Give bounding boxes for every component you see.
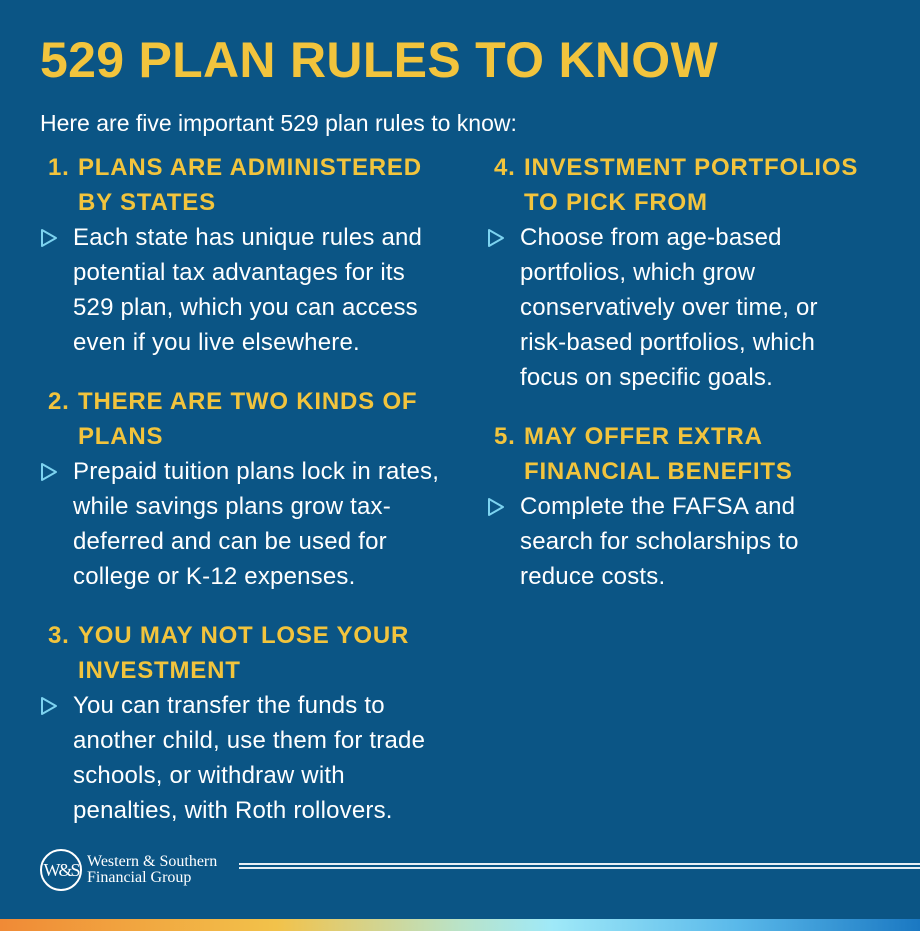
triangle-bullet-icon [487,220,520,255]
rule-heading [48,150,443,220]
rule-number: 4. [494,154,516,181]
rule-text: Complete the FAFSA and search for scholarships to reduce costs. [520,493,799,590]
intro-text: Here are five important 529 plan rules to know: [40,110,517,136]
rule-body [40,220,443,360]
rule-heading-text: THERE ARE TWO KINDS OF PLANS [78,388,418,450]
rule-1 [48,150,443,360]
footer-divider [239,863,920,869]
rule-5 [494,419,884,594]
rule-number: 5. [494,423,516,450]
company-logo [40,849,217,891]
rule-text: Choose from age-based portfolios, which grow conservatively over time, or risk-based portfolios, which focus on specific goals. [520,224,818,391]
ws-logo-icon: W&S [40,849,82,891]
rule-heading [494,150,884,220]
logo-wordmark [87,854,217,886]
rule-heading-text: YOU MAY NOT LOSE YOUR INVESTMENT [78,622,410,684]
triangle-bullet-icon [40,220,73,255]
rule-heading [48,384,443,454]
rule-text: Each state has unique rules and potential tax advantages for its 529 plan, which you can access even if you live elsewhere. [73,224,423,356]
rule-body [40,454,443,594]
rule-heading [48,618,443,688]
rule-text: Prepaid tuition plans lock in rates, while savings plans grow tax-deferred and can be used for college or K-12 expenses. [73,458,440,590]
rule-heading-text: INVESTMENT PORTFOLIOS TO PICK FROM [524,154,859,216]
rule-heading-text: MAY OFFER EXTRA FINANCIAL BENEFITS [524,423,793,485]
gradient-bar [0,919,920,931]
rule-heading [494,419,884,489]
logo-line-2: Financial Group [87,869,192,886]
rule-2 [48,384,443,594]
triangle-bullet-icon [40,688,73,723]
logo-line-1: Western & Southern [87,853,218,870]
rule-body [487,489,884,594]
rule-body [40,688,443,828]
rule-text: You can transfer the funds to another child, use them for trade schools, or withdraw with penalties, with Roth rollovers. [73,692,426,824]
rule-number: 2. [48,388,70,415]
triangle-bullet-icon [487,489,520,524]
page-title: 529 PLAN RULES TO KNOW [40,32,718,88]
rule-number: 1. [48,154,70,181]
rule-body [487,220,884,395]
rule-number: 3. [48,622,70,649]
rule-heading-text: PLANS ARE ADMINISTERED BY STATES [78,154,422,216]
triangle-bullet-icon [40,454,73,489]
rule-4 [494,150,884,395]
rule-3 [48,618,443,828]
